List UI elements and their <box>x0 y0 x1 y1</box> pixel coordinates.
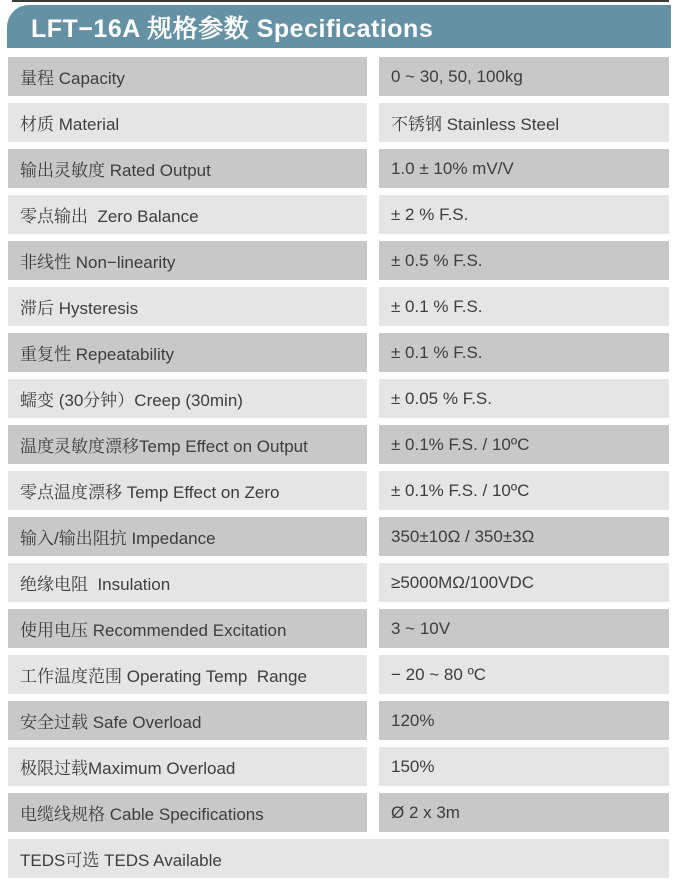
param-cell: 材质 Material <box>8 103 367 142</box>
table-row <box>8 655 669 694</box>
value-cell: 350±10Ω / 350±3Ω <box>379 517 669 556</box>
table-row <box>8 333 669 372</box>
value-cell: ± 0.1% F.S. / 10ºC <box>379 425 669 464</box>
value-cell: 1.0 ± 10% mV/V <box>379 149 669 188</box>
table-row-full <box>8 839 669 878</box>
param-cell: 工作温度范围 Operating Temp Range <box>8 655 367 694</box>
value-cell: 120% <box>379 701 669 740</box>
table-row <box>8 287 669 326</box>
param-cell: 电缆线规格 Cable Specifications <box>8 793 367 832</box>
value-cell: 150% <box>379 747 669 786</box>
page-title: LFT−16A 规格参数 Specifications <box>31 14 434 43</box>
value-cell: ± 0.05 % F.S. <box>379 379 669 418</box>
table-row <box>8 563 669 602</box>
value-cell: − 20 ~ 80 ºC <box>379 655 669 694</box>
value-cell: ± 0.1% F.S. / 10ºC <box>379 471 669 510</box>
param-cell-full: TEDS可选 TEDS Available <box>8 839 669 878</box>
value-cell: 0 ~ 30, 50, 100kg <box>379 57 669 96</box>
table-row <box>8 103 669 142</box>
param-cell: 零点温度漂移 Temp Effect on Zero <box>8 471 367 510</box>
param-cell: 量程 Capacity <box>8 57 367 96</box>
table-row <box>8 609 669 648</box>
table-row <box>8 701 669 740</box>
param-cell: 输出灵敏度 Rated Output <box>8 149 367 188</box>
param-cell: 绝缘电阻 Insulation <box>8 563 367 602</box>
param-cell: 温度灵敏度漂移Temp Effect on Output <box>8 425 367 464</box>
value-cell: ± 0.1 % F.S. <box>379 333 669 372</box>
table-row <box>8 747 669 786</box>
table-row <box>8 425 669 464</box>
spec-table <box>8 57 669 885</box>
param-cell: 蠕变 (30分钟）Creep (30min) <box>8 379 367 418</box>
value-cell: ≥5000MΩ/100VDC <box>379 563 669 602</box>
table-row <box>8 793 669 832</box>
value-cell: ± 0.1 % F.S. <box>379 287 669 326</box>
value-cell: 3 ~ 10V <box>379 609 669 648</box>
param-cell: 输入/输出阻抗 Impedance <box>8 517 367 556</box>
table-row <box>8 195 669 234</box>
param-cell: 非线性 Non−linearity <box>8 241 367 280</box>
value-cell: ± 0.5 % F.S. <box>379 241 669 280</box>
value-cell: Ø 2 x 3m <box>379 793 669 832</box>
top-rule <box>12 0 669 2</box>
table-row <box>8 57 669 96</box>
value-cell: 不锈钢 Stainless Steel <box>379 103 669 142</box>
table-row <box>8 379 669 418</box>
table-row <box>8 241 669 280</box>
param-cell: 重复性 Repeatability <box>8 333 367 372</box>
table-row <box>8 149 669 188</box>
header-bar <box>7 5 671 48</box>
param-cell: 使用电压 Recommended Excitation <box>8 609 367 648</box>
param-cell: 安全过载 Safe Overload <box>8 701 367 740</box>
param-cell: 滞后 Hysteresis <box>8 287 367 326</box>
table-row <box>8 471 669 510</box>
table-row <box>8 517 669 556</box>
param-cell: 极限过载Maximum Overload <box>8 747 367 786</box>
param-cell: 零点输出 Zero Balance <box>8 195 367 234</box>
value-cell: ± 2 % F.S. <box>379 195 669 234</box>
